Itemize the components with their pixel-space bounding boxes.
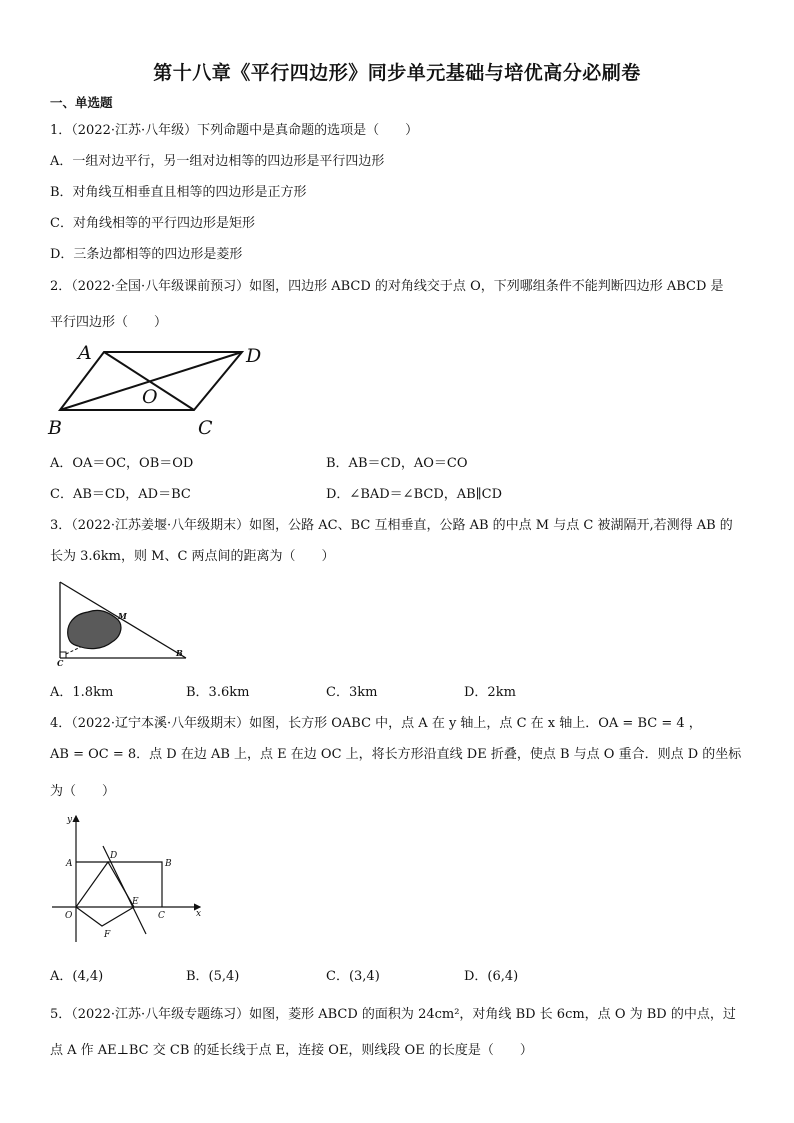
q2-option-b: B．AB＝CD，AO＝CO: [326, 456, 468, 471]
q2-parallelogram-figure: [44, 340, 274, 440]
q4-option-d: D．(6,4): [464, 969, 519, 984]
label-a: A: [78, 342, 92, 364]
q1-option-d: D．三条边都相等的四边形是菱形: [50, 247, 243, 262]
label-c: C: [158, 911, 165, 921]
q3-stem-line2: 长为 3.6km，则 M、C 两点间的距离为（ ）: [50, 549, 335, 564]
label-o: O: [142, 386, 158, 408]
rectangle-oabc: [76, 862, 162, 907]
q1-option-c: C．对角线相等的平行四边形是矩形: [50, 216, 255, 231]
q2-stem-line1: 2．（2022·全国·八年级课前预习）如图，四边形 ABCD 的对角线交于点 O，下列哪组条件不能判断四边形 ABCD 是: [50, 279, 724, 294]
label-b: B: [48, 417, 62, 439]
label-e: E: [132, 897, 139, 907]
q4-stem-line3: 为（ ）: [50, 784, 116, 799]
q4-coordinate-figure: [50, 810, 210, 946]
q2-option-a: A．OA＝OC，OB＝OD: [50, 456, 194, 471]
label-d: D: [110, 851, 118, 861]
q2-option-d: D．∠BAD＝∠BCD，AB∥CD: [326, 487, 503, 502]
q1-option-b: B．对角线互相垂直且相等的四边形是正方形: [50, 185, 307, 200]
label-c: C: [198, 417, 213, 439]
segments-od-de: [76, 862, 134, 907]
label-a: A: [66, 859, 73, 869]
label-b: B: [176, 648, 183, 658]
q3-option-a: A．1.8km: [50, 685, 114, 700]
q3-stem-line1: 3．（2022·江苏姜堰·八年级期末）如图，公路 AC、BC 互相垂直，公路 AB 的中点 M 与点 C 被湖隔开,若测得 AB 的: [50, 518, 733, 533]
section-heading: 一、单选题: [50, 95, 113, 110]
q4-stem-line2: AB = OC = 8．点 D 在边 AB 上，点 E 在边 OC 上，将长方形沿直线 DE 折叠，使点 B 与点 O 重合．则点 D 的坐标: [50, 747, 742, 762]
q3-lake-figure: [48, 578, 190, 666]
label-o: O: [65, 911, 73, 921]
q3-option-d: D．2km: [464, 685, 516, 700]
q5-stem-line1: 5．（2022·江苏·八年级专题练习）如图，菱形 ABCD 的面积为 24cm²，对角线 BD 长 6cm，点 O 为 BD 的中点，过: [50, 1007, 736, 1022]
q1-option-a: A．一组对边平行，另一组对边相等的四边形是平行四边形: [50, 154, 385, 169]
q4-option-b: B．(5,4): [186, 969, 240, 984]
label-f: F: [104, 930, 111, 940]
page-title: 第十八章《平行四边形》同步单元基础与培优高分必刷卷: [153, 62, 641, 84]
q4-stem-line1: 4．（2022·辽宁本溪·八年级期末）如图，长方形 OABC 中，点 A 在 y 轴上，点 C 在 x 轴上．OA = BC = 4 ，: [50, 716, 702, 731]
label-d: D: [246, 345, 262, 367]
q3-option-b: B．3.6km: [186, 685, 250, 700]
q4-option-c: C．(3,4): [326, 969, 380, 984]
q5-stem-line2: 点 A 作 AE⊥BC 交 CB 的延长线于点 E，连接 OE，则线段 OE 的长度是（ ）: [50, 1043, 533, 1058]
q1-stem: 1．（2022·江苏·八年级）下列命题中是真命题的选项是（ ）: [50, 123, 419, 138]
label-c: C: [57, 658, 64, 666]
q3-option-c: C．3km: [326, 685, 378, 700]
q2-option-c: C．AB＝CD，AD＝BC: [50, 487, 191, 502]
lake-shape: [68, 610, 121, 648]
q2-stem-line2: 平行四边形（ ）: [50, 315, 168, 330]
q4-option-a: A．(4,4): [50, 969, 104, 984]
label-m: M: [118, 611, 127, 621]
folded-segments: [76, 907, 134, 926]
label-b: B: [165, 859, 172, 869]
label-y: y: [67, 815, 73, 825]
label-x: x: [196, 909, 202, 919]
